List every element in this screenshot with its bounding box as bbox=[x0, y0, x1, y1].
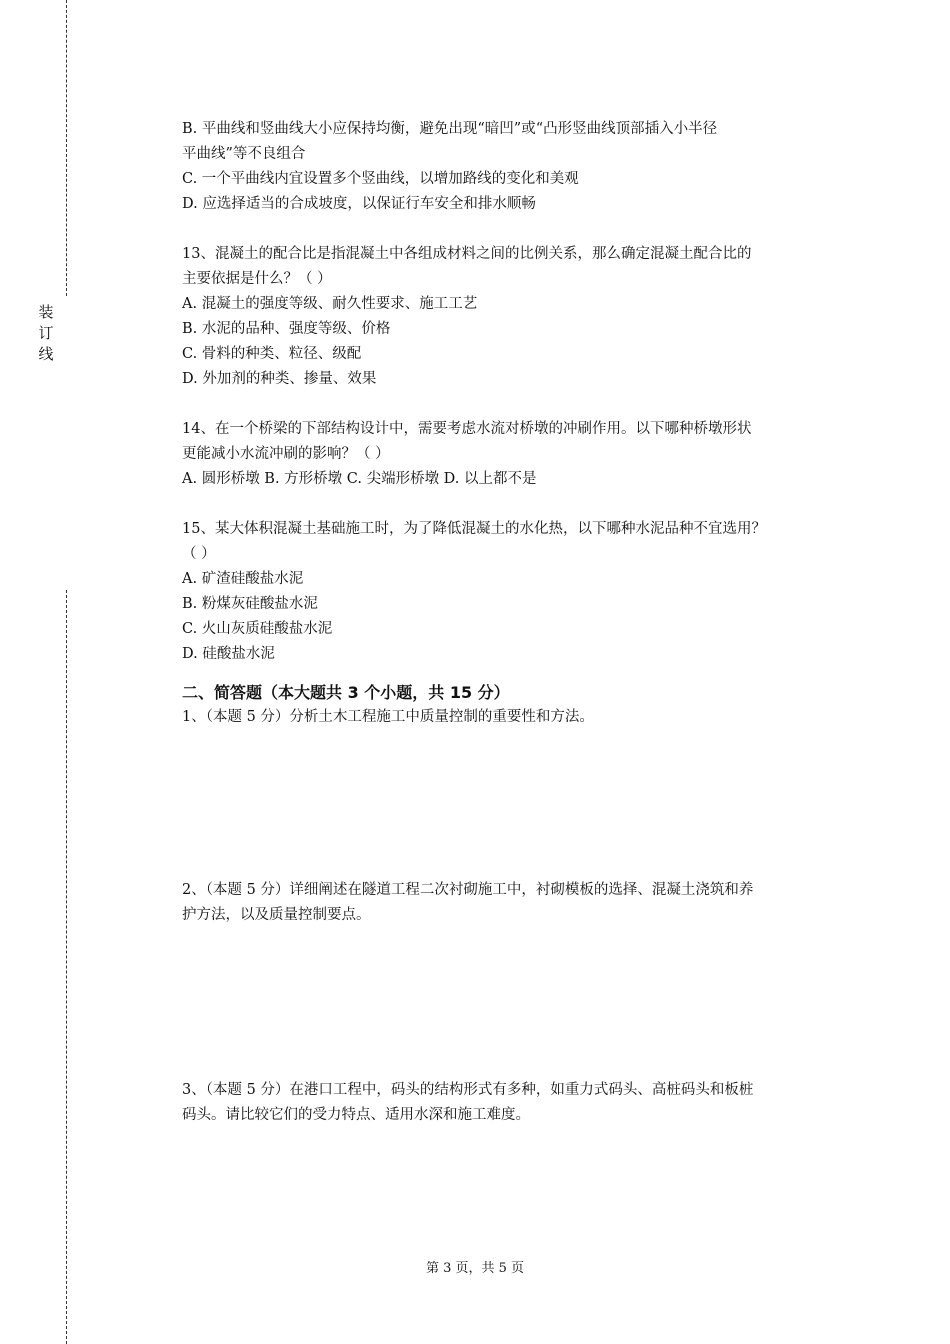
q15-option-a: A. 矿渣硅酸盐水泥 bbox=[182, 571, 304, 587]
short-answer-q2-line2: 护方法，以及质量控制要点。 bbox=[182, 907, 371, 923]
spacer bbox=[182, 392, 854, 417]
q12-option-b-line1: B. 平曲线和竖曲线大小应保持均衡，避免出现“暗凹”或“凸形竖曲线顶部插入小半径 bbox=[182, 121, 718, 137]
answer-space bbox=[182, 730, 854, 878]
page-footer: 第 3 页，共 5 页 bbox=[425, 1261, 525, 1276]
q13-option-d: D. 外加剂的种类、掺量、效果 bbox=[182, 371, 377, 387]
binding-line-bottom bbox=[66, 590, 67, 1344]
q13-option-b: B. 水泥的品种、强度等级、价格 bbox=[182, 321, 391, 337]
q15-stem-line1: 15、某大体积混凝土基础施工时，为了降低混凝土的水化热，以下哪种水泥品种不宜选用？ bbox=[182, 521, 766, 537]
q15-stem-line2: （ ） bbox=[182, 546, 216, 562]
binding-line-top bbox=[66, 0, 67, 296]
binding-char: 订 bbox=[38, 324, 54, 342]
q13-stem-line2: 主要依据是什么？（ ） bbox=[182, 271, 332, 287]
q14-stem-line1: 14、在一个桥梁的下部结构设计中，需要考虑水流对桥墩的冲刷作用。以下哪种桥墩形状 bbox=[182, 421, 752, 437]
spacer bbox=[182, 217, 854, 242]
q13-stem-line1: 13、混凝土的配合比是指混凝土中各组成材料之间的比例关系，那么确定混凝土配合比的 bbox=[182, 246, 752, 262]
q13-option-c: C. 骨料的种类、粒径、级配 bbox=[182, 346, 362, 362]
short-answer-q3-line2: 码头。请比较它们的受力特点、适用水深和施工难度。 bbox=[182, 1107, 530, 1123]
q15-option-c: C. 火山灰质硅酸盐水泥 bbox=[182, 621, 333, 637]
short-answer-q2-line1: 2、（本题 5 分）详细阐述在隧道工程二次衬砌施工中，衬砌模板的选择、混凝土浇筑和养 bbox=[182, 882, 754, 898]
binding-char: 装 bbox=[38, 303, 54, 321]
q12-option-d: D. 应选择适当的合成坡度，以保证行车安全和排水顺畅 bbox=[182, 196, 536, 212]
q12-option-b-line2: 平曲线”等不良组合 bbox=[182, 146, 306, 162]
q12-option-c: C. 一个平曲线内宜设置多个竖曲线，以增加路线的变化和美观 bbox=[182, 171, 579, 187]
q13-option-a: A. 混凝土的强度等级、耐久性要求、施工工艺 bbox=[182, 296, 478, 312]
q15-option-b: B. 粉煤灰硅酸盐水泥 bbox=[182, 596, 318, 612]
q15-option-d: D. 硅酸盐水泥 bbox=[182, 646, 275, 662]
binding-char: 线 bbox=[38, 345, 54, 363]
answer-space bbox=[182, 928, 854, 1078]
spacer bbox=[182, 492, 854, 517]
short-answer-q1: 1、（本题 5 分）分析土木工程施工中质量控制的重要性和方法。 bbox=[182, 709, 594, 725]
q14-stem-line2: 更能减小水流冲刷的影响？（ ） bbox=[182, 446, 390, 462]
binding-label bbox=[36, 302, 56, 365]
section-title-short-answer: 二、简答题（本大题共 3 个小题，共 15 分） bbox=[182, 683, 510, 702]
exam-content bbox=[182, 117, 854, 1128]
short-answer-q3-line1: 3、（本题 5 分）在港口工程中，码头的结构形式有多种，如重力式码头、高桩码头和板桩 bbox=[182, 1082, 754, 1098]
q14-options: A. 圆形桥墩 B. 方形桥墩 C. 尖端形桥墩 D. 以上都不是 bbox=[182, 471, 537, 487]
